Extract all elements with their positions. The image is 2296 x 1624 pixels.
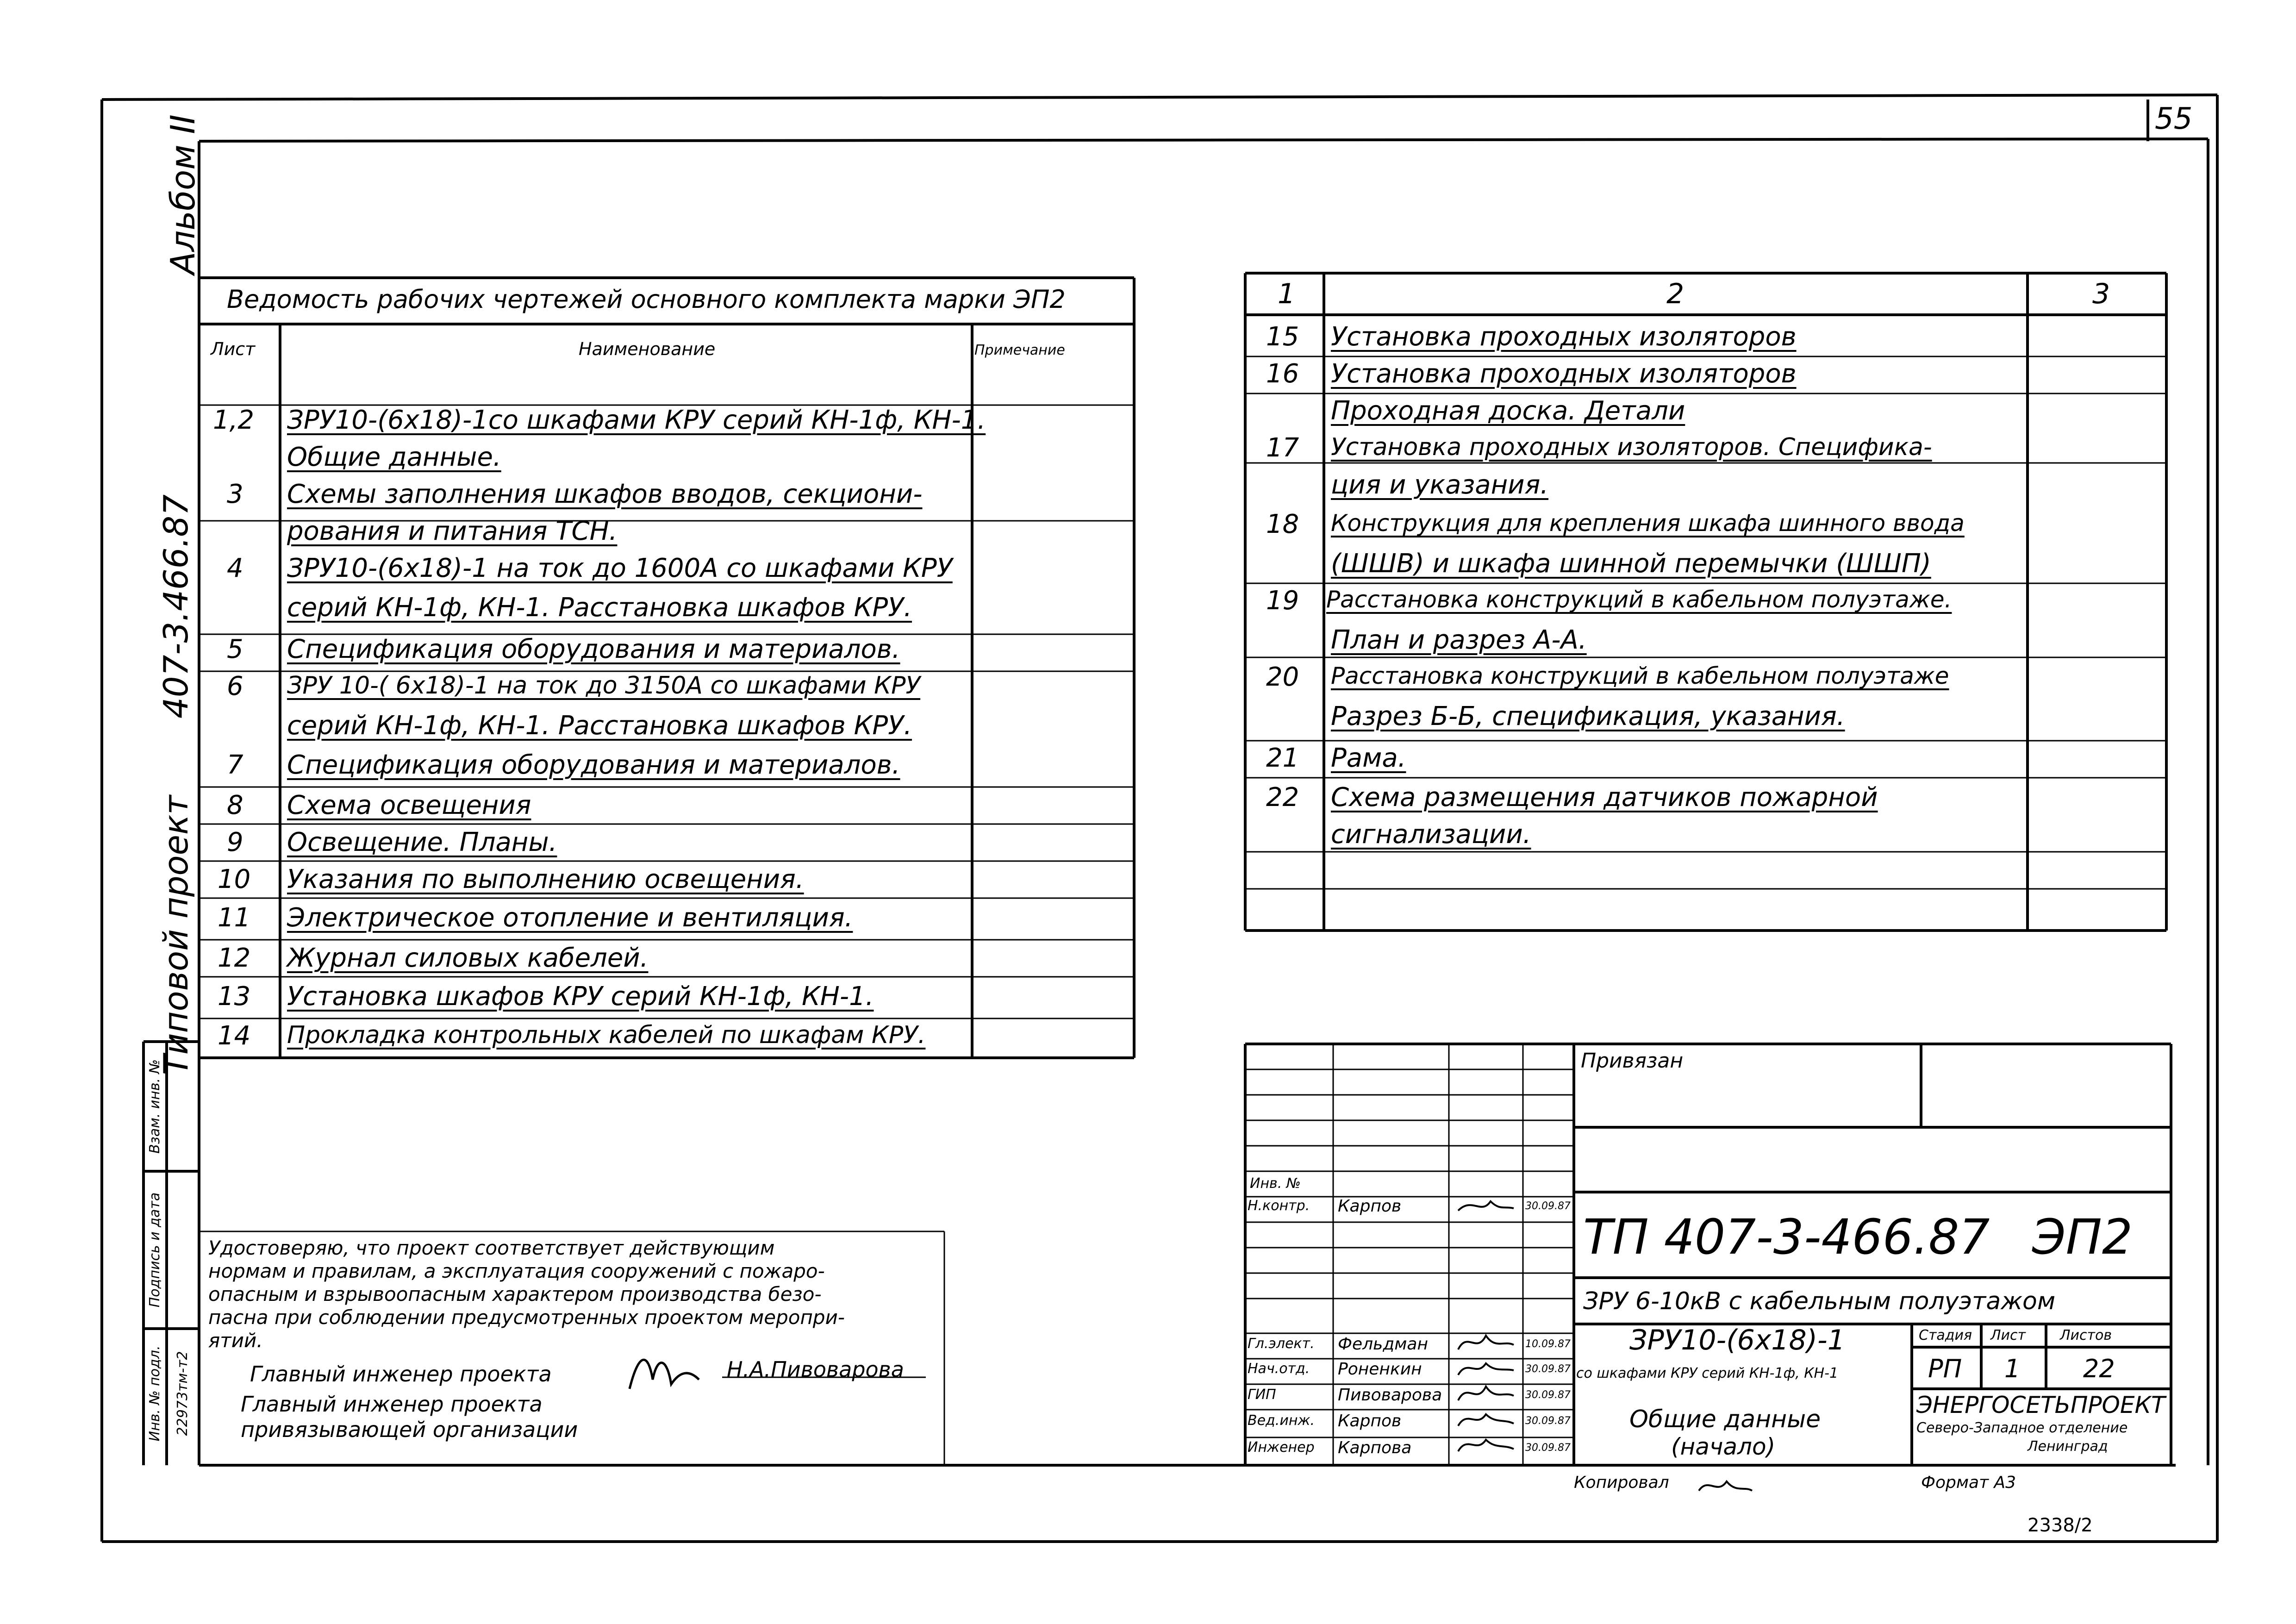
right-header-1: 1 [1278, 278, 1296, 310]
signer-date: 30.09.87 [1525, 1389, 1571, 1401]
signatures-scribbles [1454, 1192, 1518, 1461]
org-name: ЭНЕРГОСЕТЬПРОЕКТ [1916, 1392, 2165, 1418]
right-row-name: Разрез Б-Б, спецификация, указания. [1331, 701, 1845, 731]
left-row-sheet: 7 [227, 750, 243, 780]
left-row-name: Установка шкафов КРУ серий КН-1ф, КН-1. [287, 981, 874, 1012]
signer-date: 30.09.87 [1525, 1363, 1571, 1375]
project-code-vertical: 407-3.466.87 [156, 494, 195, 719]
right-row-name: Расстановка конструкций в кабельном полуэтаже [1331, 662, 1949, 689]
left-row-name: Спецификация оборудования и материалов. [287, 634, 900, 664]
drawing-name-2: со шкафами КРУ серий КН-1ф, КН-1 [1576, 1365, 1839, 1381]
chief-engineer-signature [620, 1343, 704, 1398]
right-row-sheet: 15 [1266, 322, 1299, 352]
left-row-sheet: 1,2 [213, 405, 255, 435]
right-row-name: Установка проходных изоляторов [1331, 322, 1797, 352]
mark: ЭП2 [2032, 1209, 2133, 1265]
sheet-title-2: (начало) [1671, 1433, 1776, 1460]
left-row-name: серий КН-1ф, КН-1. Расстановка шкафов КРУ. [287, 711, 912, 741]
right-row-sheet: 18 [1266, 509, 1299, 539]
left-header-name: Наименование [579, 339, 716, 359]
stamp-inv-orig: Инв. № подл. [147, 1345, 163, 1442]
right-row-sheet: 16 [1266, 359, 1299, 389]
right-row-name: ция и указания. [1331, 470, 1549, 500]
right-row-name: Конструкция для крепления шкафа шинного ввода [1331, 510, 1965, 537]
signer-role: Инженер [1248, 1439, 1315, 1455]
left-row-sheet: 11 [218, 903, 251, 933]
copied-label: Копировал [1574, 1473, 1669, 1492]
left-row-sheet: 10 [218, 864, 251, 894]
left-row-name: Схемы заполнения шкафов вводов, секциони- [287, 479, 923, 509]
sheets-value: 22 [2083, 1354, 2115, 1383]
sheets-label: Листов [2060, 1327, 2112, 1343]
right-row-name: сигнализации. [1331, 819, 1531, 849]
signer-name: Фельдман [1338, 1335, 1429, 1354]
signer-role: Вед.инж. [1248, 1412, 1315, 1429]
org-city: Ленинград [2028, 1438, 2108, 1455]
cert-line: пасна при соблюдении предусмотренных проектом меропри- [208, 1306, 845, 1329]
left-row-name: Схема освещения [287, 790, 531, 820]
page-number: 55 [2155, 102, 2193, 136]
left-row-name: Журнал силовых кабелей. [287, 943, 649, 973]
object-name: ЗРУ 6-10кВ с кабельным полуэтажом [1583, 1287, 2056, 1315]
org-division: Северо-Западное отделение [1916, 1420, 2128, 1436]
right-row-name: Схема размещения датчиков пожарной [1331, 782, 1878, 812]
left-row-name: серий КН-1ф, КН-1. Расстановка шкафов КРУ. [287, 593, 912, 623]
sheet-label: Лист [1990, 1327, 2026, 1343]
right-row-name: Установка проходных изоляторов [1331, 359, 1797, 389]
sheet-value: 1 [2004, 1354, 2021, 1383]
signer-date: 30.09.87 [1525, 1200, 1571, 1212]
left-row-name: Указания по выполнению освещения. [287, 864, 804, 894]
stamp-replace-inv: Взам. инв. № [147, 1059, 163, 1154]
right-row-sheet: 21 [1266, 743, 1299, 773]
left-row-sheet: 13 [218, 981, 251, 1012]
left-row-name: ЗРУ10-(6х18)-1 на ток до 1600А со шкафами КРУ [287, 553, 953, 583]
album-label: Альбом II [163, 114, 202, 275]
signer-date: 30.09.87 [1525, 1442, 1571, 1454]
right-row-sheet: 20 [1266, 662, 1299, 692]
signer-role: Н.контр. [1248, 1198, 1310, 1214]
left-row-name: ЗРУ10-(6х18)-1со шкафами КРУ серий КН-1ф, КН-1. [287, 405, 986, 435]
left-header-sheet: Лист [211, 339, 256, 359]
left-row-sheet: 6 [227, 671, 243, 701]
signer-name: Роненкин [1338, 1360, 1422, 1379]
cert-line: опасным и взрывоопасным характером производства безо- [208, 1283, 822, 1305]
signer-name: Пивоварова [1338, 1386, 1442, 1405]
copier-signature [1694, 1472, 1754, 1500]
left-row-name: Освещение. Планы. [287, 827, 557, 857]
inv-label: Инв. № [1250, 1175, 1301, 1192]
signer-name: Карпов [1338, 1197, 1402, 1216]
left-header-note: Примечание [974, 342, 1065, 358]
stamp-sign-date: Подпись и дата [147, 1192, 163, 1308]
signer-name: Карпов [1338, 1412, 1402, 1430]
right-row-name: (ШШВ) и шкафа шинной перемычки (ШШП) [1331, 549, 1931, 579]
sheet-title-1: Общие данные [1629, 1405, 1821, 1433]
left-row-name: Спецификация оборудования и материалов. [287, 750, 900, 780]
chief-engineer-name: Н.А.Пивоварова [727, 1357, 904, 1382]
cert-line: Удостоверяю, что проект соответствует действующим [208, 1237, 775, 1259]
right-header-2: 2 [1666, 278, 1685, 310]
left-row-name: рования и питания ТСН. [287, 516, 618, 546]
right-row-sheet: 17 [1266, 433, 1299, 463]
right-row-name: Проходная доска. Детали [1331, 396, 1685, 426]
right-row-name: Установка проходных изоляторов. Специфика- [1331, 433, 1932, 461]
right-header-3: 3 [2092, 278, 2110, 310]
right-row-sheet: 22 [1266, 782, 1299, 812]
signer-date: 10.09.87 [1525, 1338, 1571, 1350]
left-row-sheet: 14 [218, 1021, 251, 1051]
left-row-name: Общие данные. [287, 442, 501, 472]
signer-role: Нач.отд. [1248, 1361, 1310, 1377]
right-row-name: Расстановка конструкций в кабельном полуэтаже. [1326, 586, 1952, 613]
left-row-sheet: 9 [227, 827, 243, 857]
cert-line: нормам и правилам, а эксплуатация сооружений с пожаро- [208, 1260, 825, 1282]
left-row-name: ЗРУ 10-( 6х18)-1 на ток до 3150А со шкафами КРУ [287, 672, 921, 700]
left-table-title: Ведомость рабочих чертежей основного комплекта марки ЭП2 [227, 285, 1066, 314]
drawing-name-1: ЗРУ10-(6х18)-1 [1629, 1324, 1845, 1356]
stamp-inv-value: 22973тм-т2 [175, 1351, 191, 1436]
signer-name: Карпова [1338, 1438, 1412, 1457]
linking-org-label: привязывающей организации [241, 1417, 578, 1442]
right-row-sheet: 19 [1266, 586, 1299, 616]
left-row-sheet: 5 [227, 634, 243, 664]
cert-line: ятий. [208, 1329, 263, 1352]
left-row-sheet: 8 [227, 790, 243, 820]
project-type-vertical: Типовой проект [156, 795, 195, 1075]
right-row-name: План и разрез А-А. [1331, 625, 1587, 655]
signer-role: Гл.элект. [1248, 1336, 1315, 1352]
linked-label: Привязан [1581, 1049, 1684, 1073]
sheet-code: 2338/2 [2028, 1515, 2093, 1536]
left-row-name: Электрическое отопление и вентиляция. [287, 903, 853, 933]
left-row-sheet: 4 [227, 553, 243, 583]
left-row-sheet: 3 [227, 479, 243, 509]
format-label: Формат А3 [1921, 1473, 2016, 1492]
linking-engineer-label: Главный инженер проекта [241, 1392, 543, 1417]
chief-engineer-label: Главный инженер проекта [250, 1362, 552, 1387]
stage-value: РП [1928, 1354, 1962, 1383]
right-row-name: Рама. [1331, 743, 1406, 773]
left-row-sheet: 12 [218, 943, 251, 973]
designation: ТП 407-3-466.87 [1583, 1209, 1990, 1265]
signer-date: 30.09.87 [1525, 1415, 1571, 1427]
signer-role: ГИП [1248, 1387, 1276, 1403]
left-row-name: Прокладка контрольных кабелей по шкафам КРУ. [287, 1021, 926, 1049]
stage-label: Стадия [1919, 1327, 1972, 1343]
